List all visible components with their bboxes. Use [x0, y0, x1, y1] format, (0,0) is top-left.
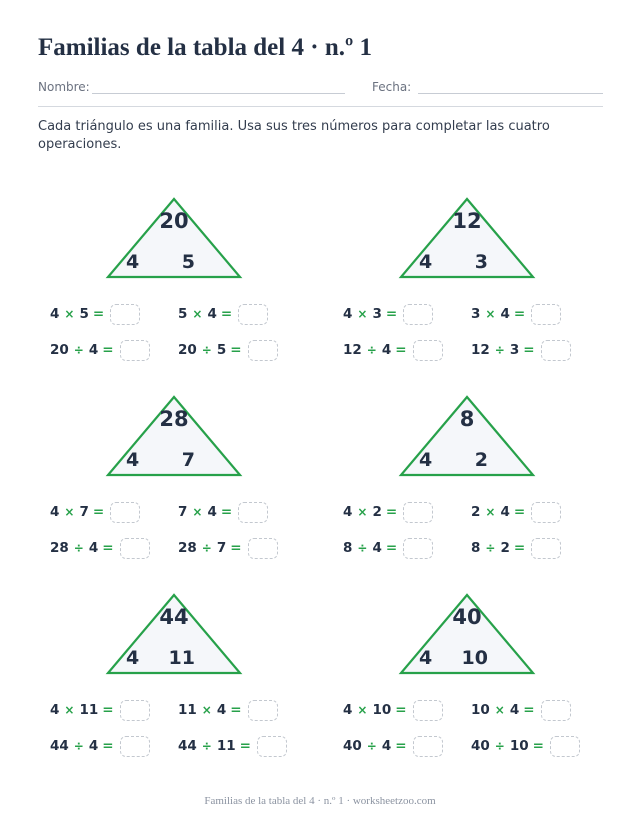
times-sign: × [357, 703, 368, 717]
equals-sign: = [220, 504, 233, 520]
operand: 4 [216, 702, 227, 718]
fact-family [50, 197, 320, 377]
operand: 4 [343, 702, 353, 718]
operand: 44 [178, 738, 197, 754]
equals-sign: = [385, 306, 398, 322]
answer-box[interactable] [248, 538, 278, 559]
operand: 4 [343, 306, 353, 322]
equation-row [178, 699, 278, 721]
equals-sign: = [523, 702, 535, 718]
operand: 40 [471, 738, 490, 754]
times-sign: × [494, 703, 505, 717]
equation-row [50, 537, 150, 559]
times-sign: × [192, 505, 203, 519]
fact-family [343, 197, 613, 377]
equation-row [50, 303, 140, 325]
operand: 4 [372, 540, 382, 556]
operand: 20 [50, 342, 69, 358]
operand: 4 [88, 738, 99, 754]
divide-sign: ÷ [366, 739, 377, 753]
worksheet-title: Familias de la tabla del 4 · n.º 1 [38, 34, 372, 61]
answer-box[interactable] [550, 736, 580, 757]
operand: 10 [372, 702, 392, 718]
answer-box[interactable] [531, 502, 561, 523]
times-sign: × [201, 703, 212, 717]
name-label: Nombre: [38, 80, 90, 94]
operand: 12 [471, 342, 490, 358]
divide-sign: ÷ [357, 541, 368, 555]
answer-box[interactable] [120, 538, 150, 559]
name-line[interactable] [92, 93, 345, 94]
answer-box[interactable] [110, 502, 140, 523]
equals-sign: = [230, 342, 242, 358]
operand: 4 [343, 504, 353, 520]
operand: 8 [343, 540, 353, 556]
operand: 4 [381, 738, 392, 754]
answer-box[interactable] [238, 502, 268, 523]
triangle-right-number: 2 [474, 449, 488, 471]
operand: 5 [79, 306, 89, 322]
equation-row [178, 303, 268, 325]
operand: 20 [178, 342, 197, 358]
equation-row [471, 303, 561, 325]
fact-family [343, 395, 613, 575]
operand: 8 [471, 540, 481, 556]
times-sign: × [192, 307, 203, 321]
equals-sign: = [92, 504, 105, 520]
answer-box[interactable] [120, 736, 150, 757]
equals-sign: = [395, 738, 407, 754]
equals-sign: = [220, 306, 233, 322]
equation-row [343, 699, 443, 721]
triangle-top-number: 20 [159, 209, 189, 233]
operand: 7 [79, 504, 89, 520]
answer-box[interactable] [120, 340, 150, 361]
operand: 11 [178, 702, 197, 718]
answer-box[interactable] [413, 736, 443, 757]
equation-row [178, 735, 287, 757]
equals-sign: = [102, 342, 114, 358]
operand: 4 [50, 702, 60, 718]
operand: 11 [79, 702, 99, 718]
operand: 4 [207, 306, 217, 322]
equals-sign: = [385, 540, 398, 556]
equation-row [471, 699, 571, 721]
triangle-left-number: 4 [126, 251, 140, 273]
equals-sign: = [102, 702, 114, 718]
equation-row [50, 339, 150, 361]
triangle-top-number: 12 [452, 209, 482, 233]
equation-row [343, 537, 433, 559]
operand: 4 [207, 504, 217, 520]
times-sign: × [485, 505, 496, 519]
triangle-top-number: 28 [159, 407, 189, 431]
operand: 4 [381, 342, 392, 358]
equals-sign: = [92, 306, 105, 322]
equation-row [178, 501, 268, 523]
answer-box[interactable] [403, 538, 433, 559]
triangle-right-number: 3 [474, 251, 488, 273]
equals-sign: = [532, 738, 544, 754]
answer-box[interactable] [413, 340, 443, 361]
triangle-left-number: 4 [126, 449, 140, 471]
times-sign: × [357, 307, 368, 321]
fact-family [50, 593, 320, 773]
times-sign: × [357, 505, 368, 519]
divide-sign: ÷ [494, 739, 505, 753]
operand: 7 [178, 504, 188, 520]
answer-box[interactable] [248, 700, 278, 721]
equals-sign: = [513, 540, 526, 556]
fact-family [50, 395, 320, 575]
answer-box[interactable] [403, 502, 433, 523]
operand: 2 [471, 504, 481, 520]
triangle-right-number: 7 [181, 449, 195, 471]
triangle-left-number: 4 [419, 449, 433, 471]
answer-box[interactable] [531, 538, 561, 559]
triangle-top-number: 44 [159, 605, 189, 629]
divide-sign: ÷ [485, 541, 496, 555]
times-sign: × [64, 703, 75, 717]
triangle-right-number: 10 [461, 647, 488, 669]
equals-sign: = [385, 504, 398, 520]
equals-sign: = [513, 504, 526, 520]
date-line[interactable] [418, 93, 603, 94]
operand: 28 [50, 540, 69, 556]
equation-row [50, 501, 140, 523]
operand: 2 [500, 540, 510, 556]
answer-box[interactable] [541, 340, 571, 361]
operand: 12 [343, 342, 362, 358]
operand: 3 [471, 306, 481, 322]
divide-sign: ÷ [201, 343, 212, 357]
triangle-left-number: 4 [419, 647, 433, 669]
times-sign: × [64, 307, 75, 321]
triangle-left-number: 4 [419, 251, 433, 273]
operand: 10 [471, 702, 490, 718]
operand: 28 [178, 540, 197, 556]
equals-sign: = [395, 342, 407, 358]
operand: 2 [372, 504, 382, 520]
equation-row [343, 339, 443, 361]
operand: 3 [509, 342, 520, 358]
operand: 4 [500, 306, 510, 322]
divide-sign: ÷ [73, 343, 84, 357]
answer-box[interactable] [413, 700, 443, 721]
operand: 7 [216, 540, 227, 556]
operand: 4 [50, 504, 60, 520]
triangle-right-number: 5 [181, 251, 195, 273]
operand: 4 [50, 306, 60, 322]
equals-sign: = [513, 306, 526, 322]
operand: 4 [509, 702, 520, 718]
equation-row [178, 339, 278, 361]
triangle-top-number: 40 [452, 605, 482, 629]
answer-box[interactable] [248, 340, 278, 361]
equation-row [471, 339, 571, 361]
equation-row [343, 735, 443, 757]
equals-sign: = [523, 342, 535, 358]
operand: 4 [88, 540, 99, 556]
divide-sign: ÷ [73, 541, 84, 555]
equals-sign: = [102, 540, 114, 556]
triangle-top-number: 8 [459, 407, 475, 431]
divide-sign: ÷ [494, 343, 505, 357]
operand: 4 [88, 342, 99, 358]
divide-sign: ÷ [73, 739, 84, 753]
equation-row [471, 501, 561, 523]
equals-sign: = [230, 702, 242, 718]
header-divider [38, 106, 603, 107]
answer-box[interactable] [238, 304, 268, 325]
equals-sign: = [230, 540, 242, 556]
times-sign: × [485, 307, 496, 321]
operand: 44 [50, 738, 69, 754]
answer-box[interactable] [257, 736, 287, 757]
equation-row [178, 537, 278, 559]
equation-row [471, 735, 580, 757]
operand: 5 [178, 306, 188, 322]
equals-sign: = [395, 702, 407, 718]
equation-row [343, 303, 433, 325]
divide-sign: ÷ [201, 739, 212, 753]
instructions: Cada triángulo es una familia. Usa sus tres números para completar las cuatro operaciones. [38, 119, 550, 152]
answer-box[interactable] [403, 304, 433, 325]
date-label: Fecha: [372, 80, 412, 94]
times-sign: × [64, 505, 75, 519]
equation-row [50, 735, 150, 757]
footer: Familias de la tabla del 4 · n.º 1 · worksheetzoo.com [204, 795, 436, 807]
equals-sign: = [102, 738, 114, 754]
equation-row [50, 699, 150, 721]
divide-sign: ÷ [366, 343, 377, 357]
operand: 40 [343, 738, 362, 754]
equation-row [343, 501, 433, 523]
triangle-left-number: 4 [126, 647, 140, 669]
fact-family [343, 593, 613, 773]
answer-box[interactable] [531, 304, 561, 325]
answer-box[interactable] [110, 304, 140, 325]
equation-row [471, 537, 561, 559]
triangle-right-number: 11 [168, 647, 195, 669]
operand: 11 [216, 738, 236, 754]
answer-box[interactable] [120, 700, 150, 721]
equals-sign: = [239, 738, 251, 754]
operand: 4 [500, 504, 510, 520]
divide-sign: ÷ [201, 541, 212, 555]
operand: 5 [216, 342, 227, 358]
operand: 10 [509, 738, 529, 754]
answer-box[interactable] [541, 700, 571, 721]
operand: 3 [372, 306, 382, 322]
